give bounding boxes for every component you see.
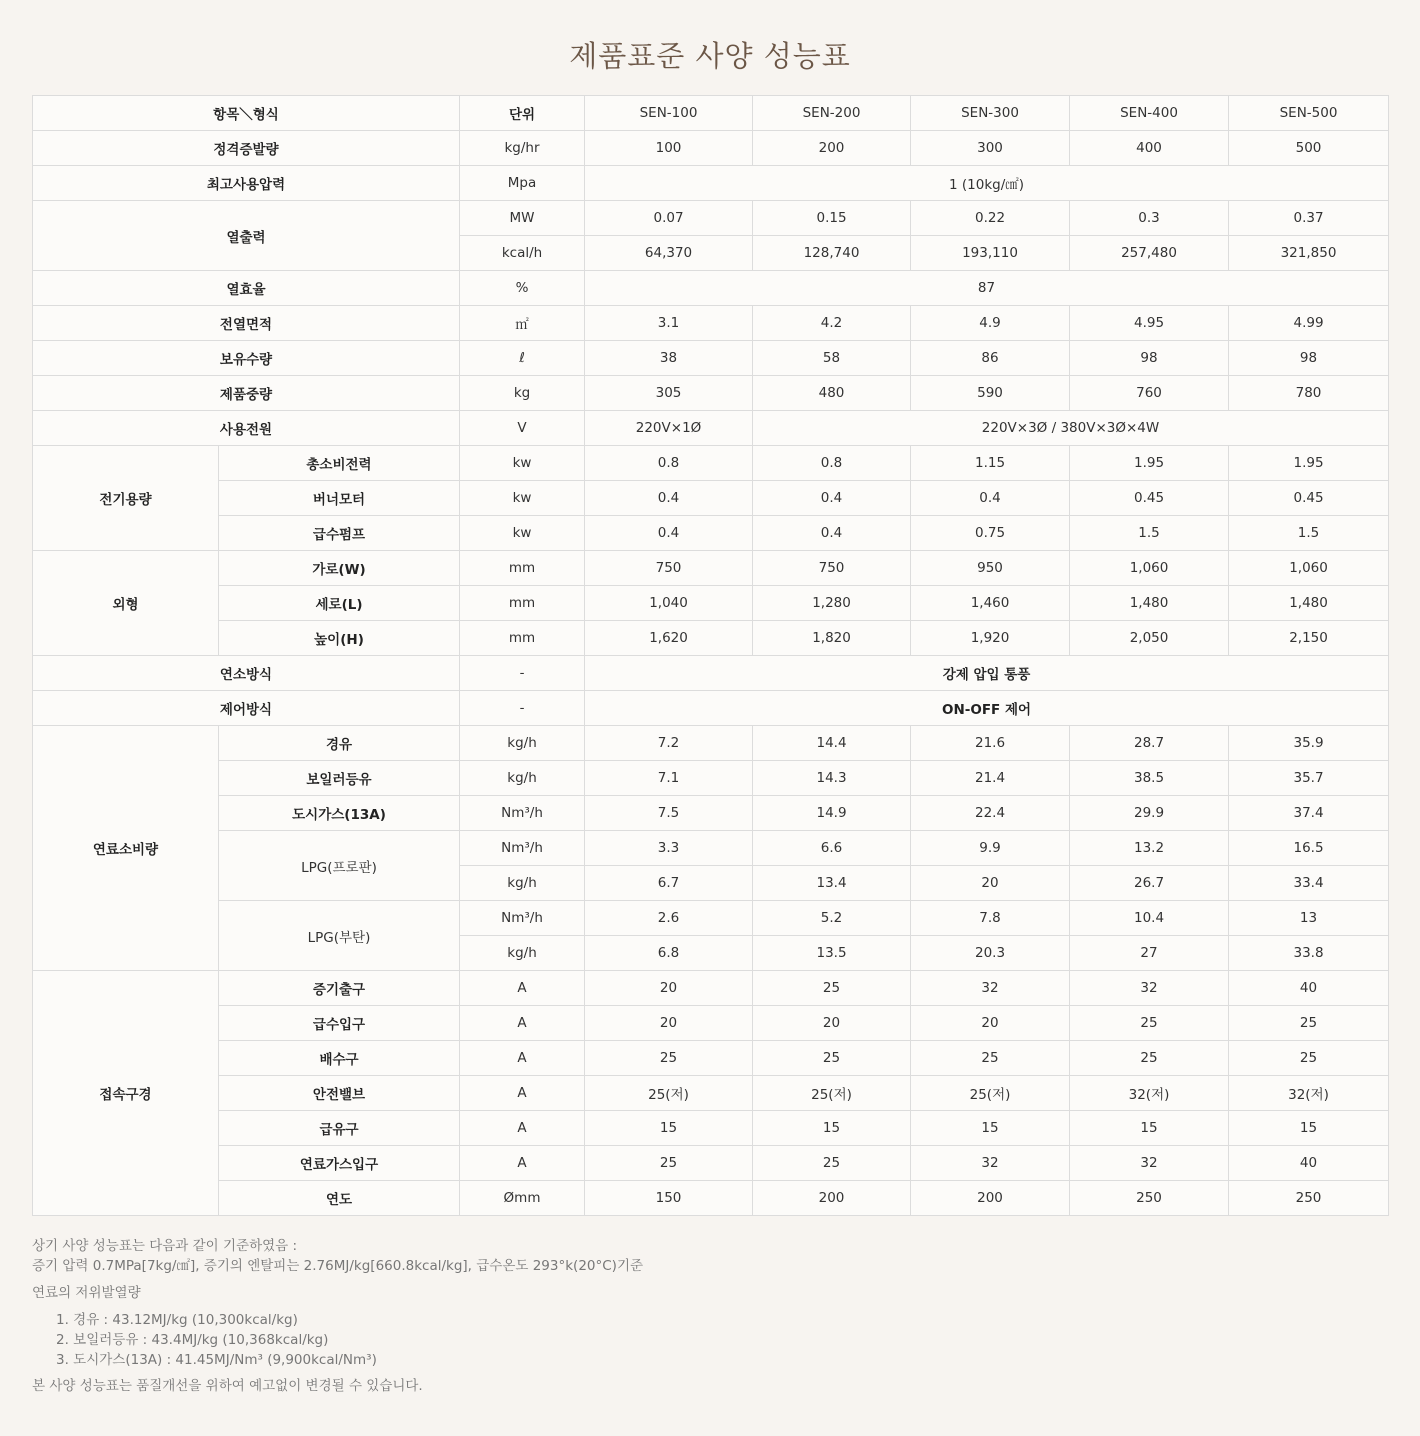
table-row [33,691,1389,726]
row-unit: kg/h [460,866,585,901]
cell: 15 [753,1111,911,1146]
cell: 9.9 [911,831,1070,866]
cell-merged: 220V×3Ø / 380V×3Ø×4W [753,411,1389,446]
row-label: 보일러등유 [219,761,460,796]
cell: 1,480 [1070,586,1229,621]
row-unit: ㎡ [460,306,585,341]
table-row [33,446,1389,481]
row-unit: kg/h [460,726,585,761]
table-row [33,1076,1389,1111]
row-label: 급유구 [219,1111,460,1146]
cell: 40 [1229,971,1389,1006]
cell: 0.4 [753,516,911,551]
header-model: SEN-100 [585,96,753,131]
table-row [33,201,1389,236]
cell: 950 [911,551,1070,586]
cell: 13.5 [753,936,911,971]
table-row [33,516,1389,551]
cell: 1,620 [585,621,753,656]
cell: 0.37 [1229,201,1389,236]
cell: 1.95 [1229,446,1389,481]
cell: 98 [1229,341,1389,376]
cell: 2,150 [1229,621,1389,656]
table-row [33,411,1389,446]
cell-merged: 1 (10kg/㎠) [585,166,1389,201]
cell: 25 [753,971,911,1006]
cell: 25(저) [911,1076,1070,1111]
table-row [33,971,1389,1006]
row-unit: kw [460,481,585,516]
cell: 4.9 [911,306,1070,341]
row-unit: A [460,1006,585,1041]
cell: 20.3 [911,936,1070,971]
cell: 20 [753,1006,911,1041]
cell: 32(저) [1070,1076,1229,1111]
cell: 15 [911,1111,1070,1146]
cell: 0.4 [753,481,911,516]
cell: 25 [753,1041,911,1076]
cell: 1,280 [753,586,911,621]
cell: 64,370 [585,236,753,271]
row-unit: Nm³/h [460,831,585,866]
page-title: 제품표준 사양 성능표 [569,39,851,73]
cell: 0.8 [753,446,911,481]
cell: 15 [1229,1111,1389,1146]
cell: 32 [1070,1146,1229,1181]
cell: 200 [753,1181,911,1216]
row-label: LPG(부탄) [219,901,460,971]
table-row [33,726,1389,761]
cell: 6.8 [585,936,753,971]
row-label: 경유 [219,726,460,761]
cell: 300 [911,131,1070,166]
cell: 25 [911,1041,1070,1076]
row-unit: kg/h [460,761,585,796]
table-row [33,481,1389,516]
cell: 1,060 [1229,551,1389,586]
list-item: 2. 보일러등유 : 43.4MJ/kg (10,368kcal/kg) [56,1332,329,1348]
spec-notes [32,1236,1388,1396]
row-unit: - [460,656,585,691]
cell: 25 [585,1146,753,1181]
row-unit: A [460,971,585,1006]
row-unit: Mpa [460,166,585,201]
cell: 1.15 [911,446,1070,481]
cell: 0.45 [1229,481,1389,516]
cell: 0.45 [1070,481,1229,516]
cell: 6.6 [753,831,911,866]
cell: 257,480 [1070,236,1229,271]
cell: 7.5 [585,796,753,831]
row-label: 최고사용압력 [33,166,460,201]
cell: 0.8 [585,446,753,481]
table-row [33,656,1389,691]
row-unit: % [460,271,585,306]
cell: 0.4 [585,516,753,551]
table-row [33,376,1389,411]
row-label: 높이(H) [219,621,460,656]
row-unit: kg/hr [460,131,585,166]
row-label: 연소방식 [33,656,460,691]
cell: 16.5 [1229,831,1389,866]
table-row [33,901,1389,936]
header-model: SEN-400 [1070,96,1229,131]
cell: 0.4 [911,481,1070,516]
row-unit: kg [460,376,585,411]
cell: 20 [911,1006,1070,1041]
table-row [33,271,1389,306]
row-label: 사용전원 [33,411,460,446]
cell: 200 [911,1181,1070,1216]
cell: 25 [1070,1041,1229,1076]
cell: 35.7 [1229,761,1389,796]
cell: 1,920 [911,621,1070,656]
cell: 250 [1229,1181,1389,1216]
cell: 780 [1229,376,1389,411]
cell: 750 [585,551,753,586]
header-model: SEN-300 [911,96,1070,131]
cell: 2,050 [1070,621,1229,656]
row-unit: kg/h [460,936,585,971]
cell: 25 [1070,1006,1229,1041]
row-label: 총소비전력 [219,446,460,481]
row-label: 연료가스입구 [219,1146,460,1181]
row-label: 증기출구 [219,971,460,1006]
row-unit: ℓ [460,341,585,376]
cell: 750 [753,551,911,586]
cell: 1.5 [1070,516,1229,551]
cell: 25 [1229,1041,1389,1076]
spec-table-container [32,95,1388,1216]
cell: 0.3 [1070,201,1229,236]
table-row [33,306,1389,341]
cell: 25 [585,1041,753,1076]
cell: 1,060 [1070,551,1229,586]
table-row [33,831,1389,866]
cell: 27 [1070,936,1229,971]
cell: 1.5 [1229,516,1389,551]
cell: 193,110 [911,236,1070,271]
cell: 2.6 [585,901,753,936]
row-unit: kw [460,446,585,481]
group-label: 전기용량 [33,446,219,551]
cell: 26.7 [1070,866,1229,901]
row-unit: A [460,1111,585,1146]
row-label: 가로(W) [219,551,460,586]
cell: 14.4 [753,726,911,761]
row-unit: A [460,1076,585,1111]
row-unit: A [460,1146,585,1181]
row-unit: mm [460,621,585,656]
table-row [33,621,1389,656]
header-item: 항목＼형식 [33,96,460,131]
cell: 4.2 [753,306,911,341]
cell: 32 [911,971,1070,1006]
cell: 35.9 [1229,726,1389,761]
note-basis: 상기 사양 성능표는 다음과 같이 기준하였음 : [32,1238,298,1254]
cell: 25(저) [585,1076,753,1111]
cell: 0.4 [585,481,753,516]
row-unit: kw [460,516,585,551]
cell: 4.99 [1229,306,1389,341]
row-unit: A [460,1041,585,1076]
cell: 1,820 [753,621,911,656]
cell: 150 [585,1181,753,1216]
row-label: 제어방식 [33,691,460,726]
cell: 321,850 [1229,236,1389,271]
cell: 14.3 [753,761,911,796]
cell: 6.7 [585,866,753,901]
row-label: 배수구 [219,1041,460,1076]
row-unit: kcal/h [460,236,585,271]
row-unit: mm [460,551,585,586]
row-label: 도시가스(13A) [219,796,460,831]
table-row [33,341,1389,376]
cell-merged: ON-OFF 제어 [585,691,1389,726]
row-label: 전열면적 [33,306,460,341]
row-label: LPG(프로판) [219,831,460,901]
table-row [33,761,1389,796]
cell: 13.4 [753,866,911,901]
note-list [32,1310,1388,1370]
cell: 58 [753,341,911,376]
cell: 305 [585,376,753,411]
cell: 98 [1070,341,1229,376]
cell: 38 [585,341,753,376]
header-unit: 단위 [460,96,585,131]
row-label: 열출력 [33,201,460,271]
row-unit: Nm³/h [460,796,585,831]
row-label: 안전밸브 [219,1076,460,1111]
note-disclaimer: 본 사양 성능표는 품질개선을 위하여 예고없이 변경될 수 있습니다. [32,1378,423,1394]
row-label: 버너모터 [219,481,460,516]
row-unit: - [460,691,585,726]
table-row [33,1041,1389,1076]
group-label: 연료소비량 [33,726,219,971]
cell: 21.6 [911,726,1070,761]
cell: 4.95 [1070,306,1229,341]
cell: 0.75 [911,516,1070,551]
cell: 220V×1Ø [585,411,753,446]
cell: 1.95 [1070,446,1229,481]
cell: 480 [753,376,911,411]
cell: 15 [1070,1111,1229,1146]
cell: 500 [1229,131,1389,166]
cell: 13.2 [1070,831,1229,866]
cell: 29.9 [1070,796,1229,831]
cell: 37.4 [1229,796,1389,831]
cell: 1,480 [1229,586,1389,621]
cell: 25 [753,1146,911,1181]
cell: 3.3 [585,831,753,866]
row-label: 세로(L) [219,586,460,621]
cell: 33.8 [1229,936,1389,971]
row-label: 열효율 [33,271,460,306]
cell: 100 [585,131,753,166]
cell: 10.4 [1070,901,1229,936]
cell: 7.2 [585,726,753,761]
row-unit: V [460,411,585,446]
table-row [33,586,1389,621]
cell: 400 [1070,131,1229,166]
list-item: 1. 경유 : 43.12MJ/kg (10,300kcal/kg) [56,1312,298,1328]
cell: 13 [1229,901,1389,936]
row-label: 급수입구 [219,1006,460,1041]
table-row [33,1006,1389,1041]
group-label: 외형 [33,551,219,656]
header-model: SEN-500 [1229,96,1389,131]
cell: 15 [585,1111,753,1146]
cell: 21.4 [911,761,1070,796]
cell: 20 [585,1006,753,1041]
row-label: 급수펌프 [219,516,460,551]
cell: 22.4 [911,796,1070,831]
row-label: 보유수량 [33,341,460,376]
row-unit: Nm³/h [460,901,585,936]
cell: 200 [753,131,911,166]
cell: 7.1 [585,761,753,796]
row-unit: Ømm [460,1181,585,1216]
cell: 14.9 [753,796,911,831]
cell: 5.2 [753,901,911,936]
cell: 1,460 [911,586,1070,621]
cell: 32 [911,1146,1070,1181]
cell: 760 [1070,376,1229,411]
spec-table [32,95,1389,1216]
cell: 3.1 [585,306,753,341]
cell: 0.15 [753,201,911,236]
cell: 20 [585,971,753,1006]
cell: 25(저) [753,1076,911,1111]
table-row [33,1111,1389,1146]
table-row [33,551,1389,586]
cell-merged: 87 [585,271,1389,306]
row-unit: mm [460,586,585,621]
cell: 20 [911,866,1070,901]
cell: 33.4 [1229,866,1389,901]
cell: 250 [1070,1181,1229,1216]
table-row [33,131,1389,166]
list-item: 3. 도시가스(13A) : 41.45MJ/Nm³ (9,900kcal/Nm³) [56,1352,377,1368]
cell: 7.8 [911,901,1070,936]
row-label: 연도 [219,1181,460,1216]
table-row [33,166,1389,201]
table-row [33,1146,1389,1181]
note-heading: 연료의 저위발열량 [32,1285,141,1301]
row-label: 제품중량 [33,376,460,411]
cell: 28.7 [1070,726,1229,761]
table-row [33,796,1389,831]
cell: 32 [1070,971,1229,1006]
cell: 38.5 [1070,761,1229,796]
cell: 0.07 [585,201,753,236]
row-label: 정격증발량 [33,131,460,166]
cell: 86 [911,341,1070,376]
table-row [33,1181,1389,1216]
cell: 128,740 [753,236,911,271]
cell: 25 [1229,1006,1389,1041]
header-model: SEN-200 [753,96,911,131]
cell: 32(저) [1229,1076,1389,1111]
row-unit: MW [460,201,585,236]
cell: 1,040 [585,586,753,621]
group-label: 접속구경 [33,971,219,1216]
cell-merged: 강제 압입 통풍 [585,656,1389,691]
table-header-row [33,96,1389,131]
cell: 0.22 [911,201,1070,236]
note-conditions: 증기 압력 0.7MPa[7kg/㎠], 증기의 엔탈피는 2.76MJ/kg[660.8kcal/kg], 급수온도 293°k(20°C)기준 [32,1258,644,1274]
cell: 590 [911,376,1070,411]
cell: 40 [1229,1146,1389,1181]
